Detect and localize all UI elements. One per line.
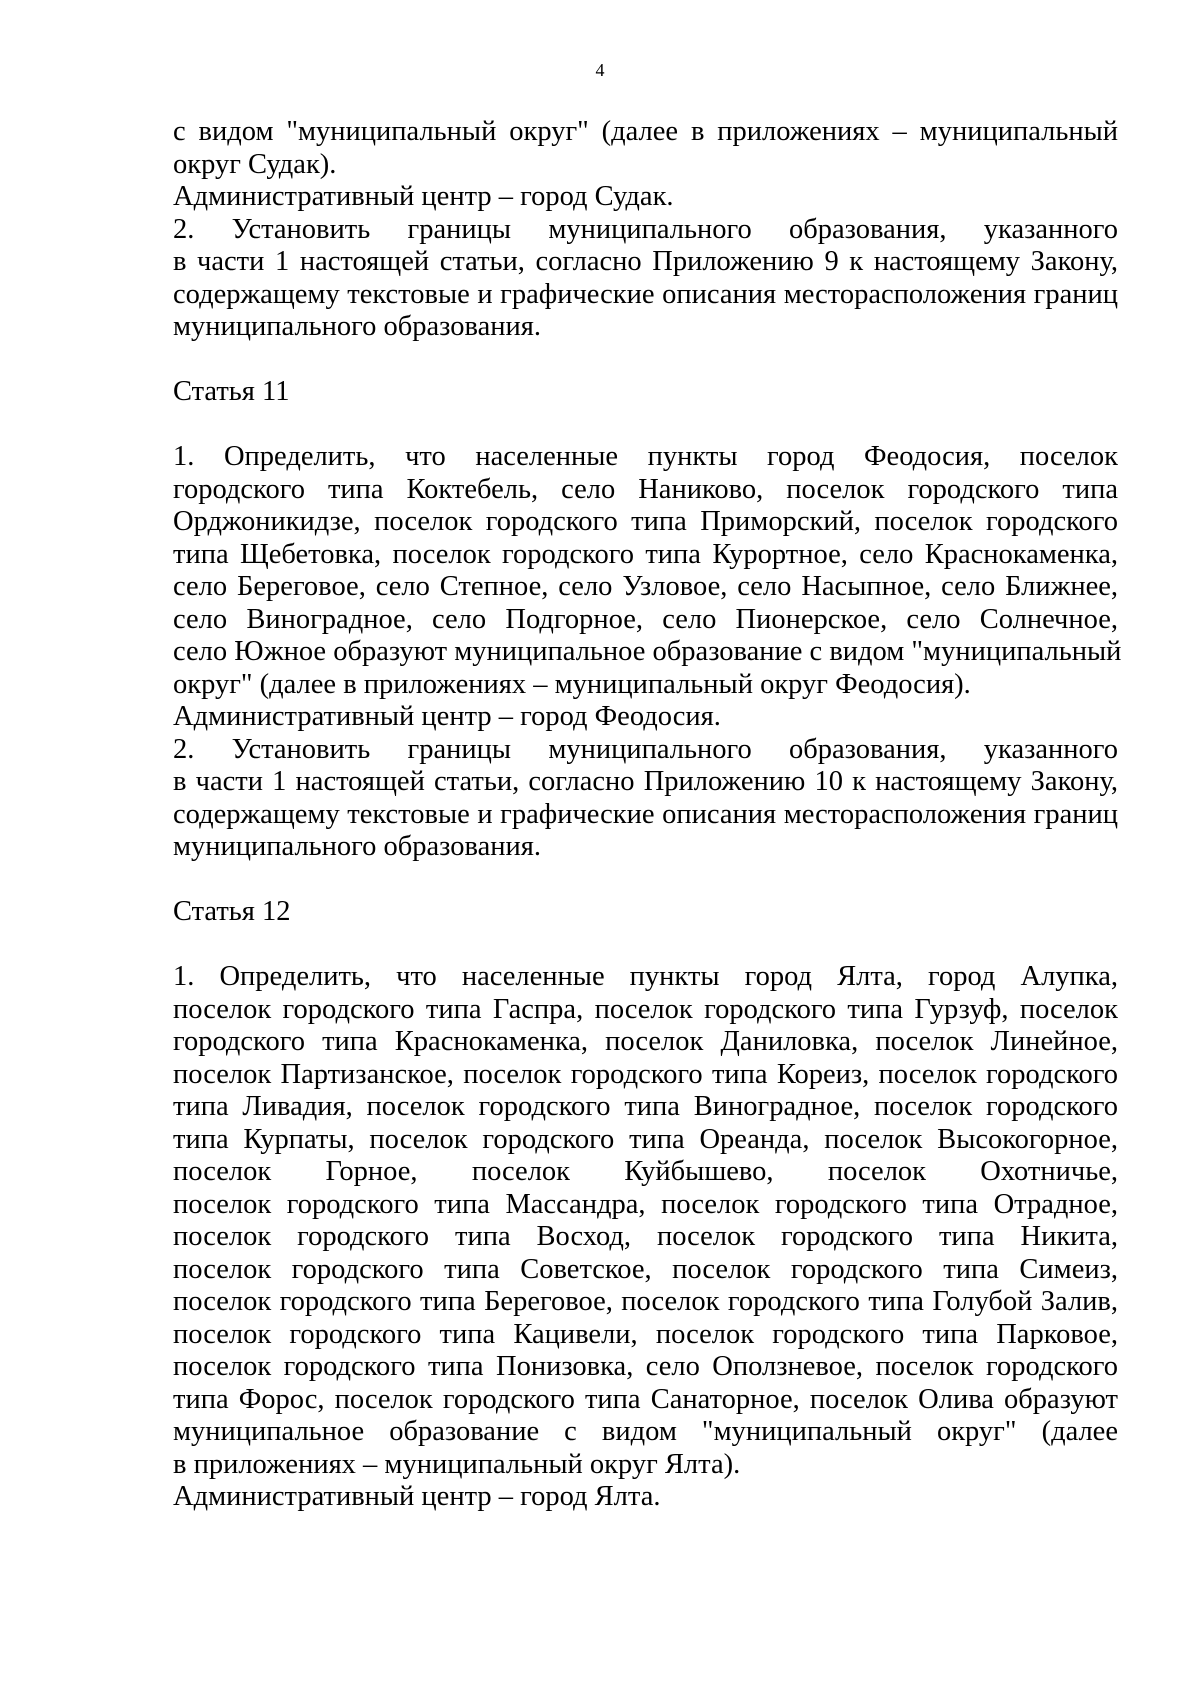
- paragraph-gap: [173, 864, 1118, 897]
- text-line: в части 1 настоящей статьи, согласно Приложению 10 к настоящему Закону,: [173, 766, 1118, 797]
- text-line: село Южное образуют муниципальное образование с видом "муниципальный: [173, 636, 1122, 667]
- paragraph: [173, 441, 1122, 701]
- text-line: типа Курпаты, поселок городского типа Ореанда, поселок Высокогорное,: [173, 1123, 1118, 1155]
- paragraph: [173, 734, 1118, 864]
- text-line: муниципального образования.: [173, 311, 541, 342]
- text-line: типа Щебетовка, поселок городского типа Курортное, село Краснокаменка,: [173, 538, 1118, 570]
- text-line: городского типа Коктебель, село Наниково, поселок городского типа: [173, 473, 1118, 505]
- text-line: содержащему текстовые и графические описания месторасположения границ: [173, 278, 1118, 310]
- text-line: Орджоникидзе, поселок городского типа Приморский, поселок городского: [173, 506, 1118, 537]
- paragraph: [173, 701, 1118, 734]
- text-line: поселок городского типа Понизовка, село Оползневое, поселок городского: [173, 1351, 1118, 1382]
- text-line: 2. Установить границы муниципального образования, указанного: [173, 213, 1118, 245]
- paragraph: [173, 116, 1118, 181]
- text-line: поселок Партизанское, поселок городского типа Кореиз, поселок городского: [173, 1058, 1118, 1090]
- text-line: поселок городского типа Советское, поселок городского типа Симеиз,: [173, 1253, 1118, 1285]
- paragraph: [173, 1481, 1118, 1514]
- paragraph-gap: [173, 929, 1118, 962]
- article-heading: Статья 12: [173, 896, 291, 927]
- text-line: городского типа Краснокаменка, поселок Даниловка, поселок Линейное,: [173, 1026, 1118, 1057]
- text-line: 1. Определить, что населенные пункты город Феодосия, поселок: [173, 441, 1118, 472]
- article-heading: Статья 11: [173, 376, 290, 407]
- text-line: поселок городского типа Массандра, поселок городского типа Отрадное,: [173, 1188, 1118, 1220]
- text-line: 2. Установить границы муниципального образования, указанного: [173, 733, 1118, 765]
- text-line: типа Форос, поселок городского типа Санаторное, поселок Олива образуют: [173, 1383, 1118, 1415]
- paragraph-gap: [173, 344, 1118, 377]
- text-line: муниципальное образование с видом "муниципальный округ" (далее: [173, 1416, 1118, 1447]
- document-body: [173, 116, 1122, 1514]
- paragraph: [173, 214, 1118, 344]
- text-line: Административный центр – город Феодосия.: [173, 701, 721, 732]
- text-line: поселок Горное, поселок Куйбышево, поселок Охотничье,: [173, 1156, 1118, 1187]
- text-line: село Береговое, село Степное, село Узловое, село Насыпное, село Ближнее,: [173, 571, 1118, 602]
- text-line: поселок городского типа Гаспра, поселок городского типа Гурзуф, поселок: [173, 993, 1118, 1025]
- text-line: типа Ливадия, поселок городского типа Виноградное, поселок городского: [173, 1091, 1118, 1122]
- text-line: муниципального образования.: [173, 831, 541, 862]
- paragraph: [173, 181, 1118, 214]
- paragraph-gap: [173, 409, 1118, 442]
- text-line: 1. Определить, что населенные пункты город Ялта, город Алупка,: [173, 961, 1118, 992]
- text-line: поселок городского типа Береговое, поселок городского типа Голубой Залив,: [173, 1286, 1118, 1317]
- text-line: Административный центр – город Судак.: [173, 181, 674, 212]
- page-number: 4: [595, 60, 605, 80]
- text-line: в части 1 настоящей статьи, согласно Приложению 9 к настоящему Закону,: [173, 246, 1118, 277]
- text-line: округ Судак).: [173, 148, 337, 180]
- text-line: с видом "муниципальный округ" (далее в приложениях – муниципальный: [173, 116, 1118, 147]
- text-line: в приложениях – муниципальный округ Ялта).: [173, 1448, 741, 1480]
- text-line: поселок городского типа Кацивели, поселок городского типа Парковое,: [173, 1318, 1118, 1350]
- text-line: содержащему текстовые и графические описания месторасположения границ: [173, 798, 1118, 830]
- text-line: Административный центр – город Ялта.: [173, 1481, 661, 1512]
- text-line: округ" (далее в приложениях – муниципальный округ Феодосия).: [173, 668, 971, 700]
- paragraph: [173, 961, 1118, 1481]
- text-line: село Виноградное, село Подгорное, село Пионерское, село Солнечное,: [173, 603, 1118, 635]
- text-line: поселок городского типа Восход, поселок городского типа Никита,: [173, 1221, 1118, 1252]
